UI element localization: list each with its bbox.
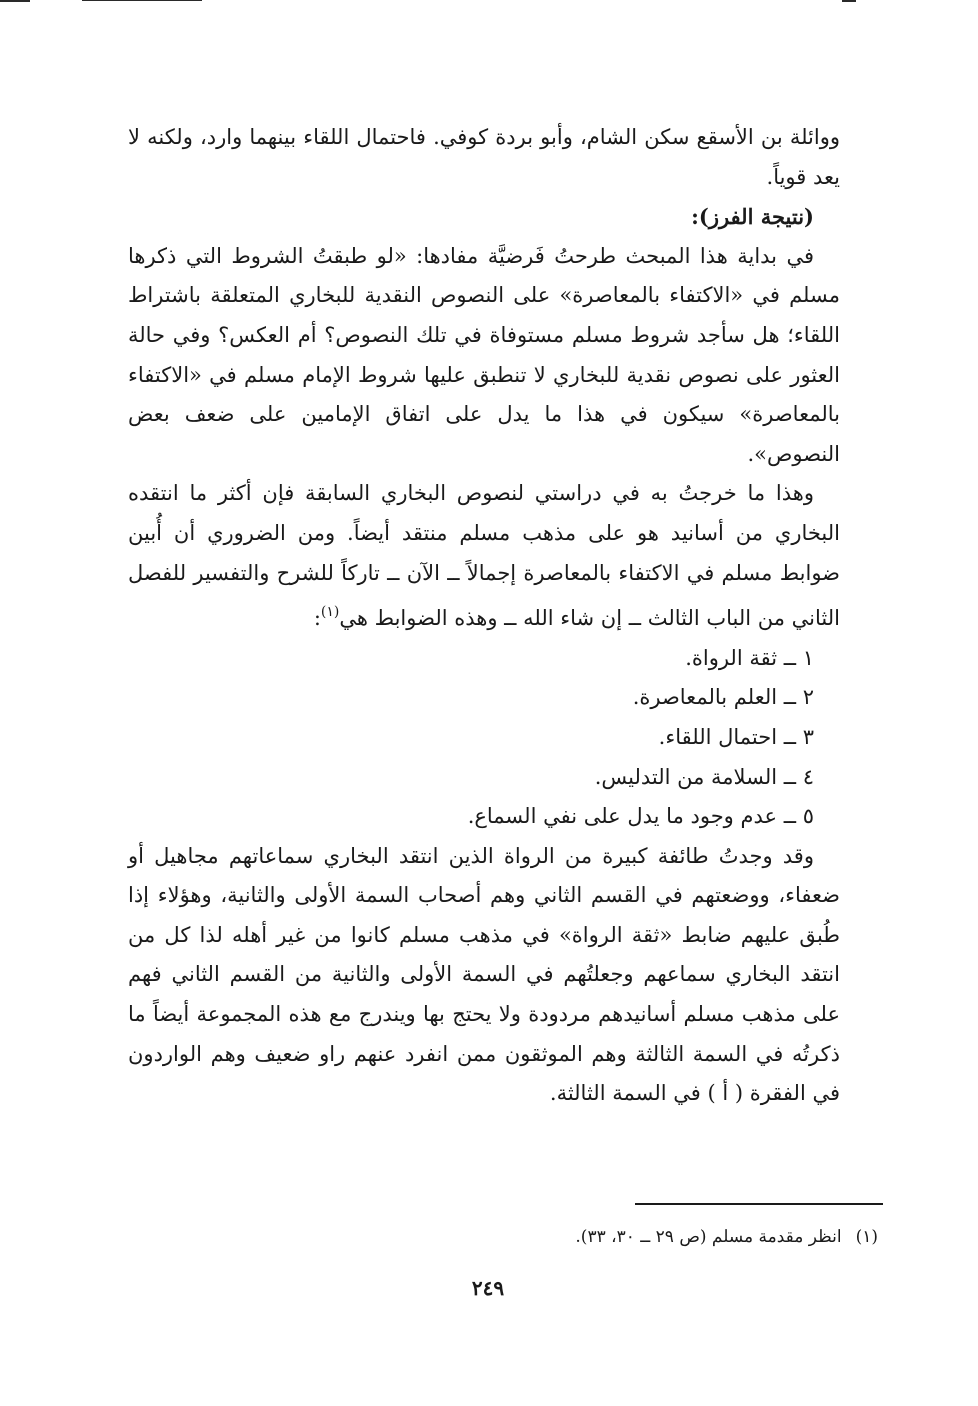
- list-item: ١ ــ ثقة الرواة.: [685, 645, 814, 670]
- footnote-divider: [635, 1203, 883, 1205]
- footnote-number: (١): [855, 1227, 878, 1247]
- scan-mark-top-right: [842, 0, 856, 2]
- list-item: ٢ ــ العلم بالمعاصرة.: [632, 685, 814, 710]
- section-heading: (نتيجة الفرز):: [691, 204, 814, 230]
- paragraph-4: وقد وجدتُ طائفة كبيرة من الرواة الذين انتقد البخاري سماعاتهم مجاهيل أو ضعفاء، ووضعتهم في القسم الثاني وهم أصحاب السمة الأولى والثانية، وهؤلاء إذا طُبق عليهم ضابط «ثقة الرواة» في مذهب مسلم كانوا من غير أهله لذا كل من انتقد البخاري سماعهم وجعلتُهم في السمة الأولى والثانية من القسم الثاني فهم على مذهب مسلم أسانيدهم مردودة ولا يحتج بها ويندرج مع هذه المجموعة أيضاً ما ذكرتُه في السمة الثالثة وهم الموثقون ممن انفرد عنهم راو ضعيف وهم الواردون في الفقرة ( أ ) في السمة الثالثة.: [128, 843, 840, 1106]
- footnote: [300, 1224, 878, 1250]
- scan-mark-top-left: [0, 0, 30, 2]
- list-item: ٤ ــ السلامة من التدليس.: [594, 764, 814, 789]
- paragraph-3-text: وهذا ما خرجتُ به في دراستي لنصوص البخاري السابقة فإن أكثر ما انتقده البخاري من أسانيد هو على مذهب مسلم منتقد أيضاً. ومن الضروري أن أُبين ضوابط مسلم في الاكتفاء بالمعاصرة إجمالاً ــ الآن ــ تاركاً للشرح والتفسير للفصل الثاني من الباب الثالث ــ إن شاء الله ــ وهذه الضوابط هي: [128, 481, 840, 631]
- main-text: [128, 118, 840, 1114]
- paragraph-3: [128, 474, 840, 638]
- list-item: ٥ ــ عدم وجود ما يدل على نفي السماع.: [467, 804, 814, 829]
- scan-mark-top-center: [82, 0, 202, 1]
- footnote-text: انظر مقدمة مسلم (ص ٢٩ ــ ٣٠، ٣٣).: [575, 1227, 842, 1247]
- list-item: ٣ ــ احتمال اللقاء.: [658, 724, 814, 749]
- footnote-reference: (١): [320, 604, 340, 621]
- paragraph-1: ووائلة بن الأسقع سكن الشام، وأبو بردة كوفي. فاحتمال اللقاء بينهما وارد، ولكنه لا يعد قوياً.: [128, 125, 840, 189]
- paragraph-2: في بداية هذا المبحث طرحتُ فَرضيَّة مفادها: «لو طبقتُ الشروط التي ذكرها مسلم في «الاكتفاء بالمعاصرة» على النصوص النقدية للبخاري المتعلقة باشتراط اللقاء؛ هل سأجد شروط مسلم مستوفاة في تلك النصوص؟ أم العكس؟ وفي حالة العثور على نصوص نقدية للبخاري لا تنطبق عليها شروط الإمام مسلم في «الاكتفاء بالمعاصرة» سيكون في هذا ما يدل على اتفاق الإمامين على ضعف بعض النصوص».: [128, 243, 840, 466]
- paragraph-3-end: :: [313, 606, 321, 631]
- page-number: ٢٤٩: [471, 1276, 505, 1300]
